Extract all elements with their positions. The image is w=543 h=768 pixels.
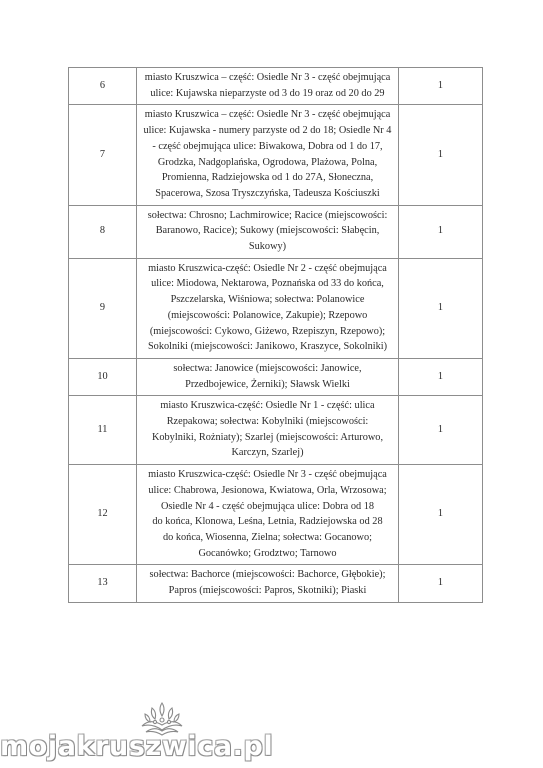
description-line: Kobylniki, Rożniaty); Szarlej (miejscowości: Arturowo, [151,431,384,443]
electoral-districts-table [68,67,483,603]
description-line: miasto Kruszwica – część: Osiedle Nr 3 - część obejmująca [144,72,391,83]
district-number-cell: 10 [69,358,137,395]
description-line: - część obejmująca ulice: Biwakowa, Dobra od 1 do 17, [152,140,383,152]
table-row [69,396,483,465]
description-line: Gocanówko; Grodztwo; Tarnowo [198,547,337,559]
district-number-cell: 13 [69,565,137,602]
description-line: miasto Kruszwica – część: Osiedle Nr 3 - część obejmująca [144,109,391,121]
district-number-cell: 6 [69,68,137,105]
table-row [69,565,483,602]
district-number-cell: 8 [69,205,137,258]
seats-count-cell: 1 [399,565,483,602]
seats-count-cell: 1 [399,465,483,565]
district-number-cell: 7 [69,105,137,205]
description-line: miasto Kruszwica-część: Osiedle Nr 2 - część obejmująca [148,262,387,274]
description-line: Pszczelarska, Wiśniowa; sołectwa: Polanowice [170,294,365,306]
description-line: Sukowy) [248,241,287,253]
description-line: Sokolniki (miejscowości: Janikowo, Kraszyce, Sokolniki) [147,341,388,353]
table-row [69,358,483,395]
district-number-cell: 9 [69,258,137,358]
table-row [69,105,483,205]
description-line: Osiedle Nr 4 - część obejmująca ulice: Dobra od 18 [160,500,374,512]
description-line: ulice: Chabrowa, Jesionowa, Kwiatowa, Orla, Wrzosowa; [148,484,387,496]
district-description-cell [137,396,399,465]
description-line: Spacerowa, Szosa Tryszczyńska, Tadeusza Kościuszki [155,187,380,199]
table-row [69,205,483,258]
description-line: sołectwa: Chrosno; Lachmirowice; Racice (miejscowości: [147,209,388,221]
seats-count-cell: 1 [399,258,483,358]
seats-count-cell: 1 [399,105,483,205]
district-description-cell [137,465,399,565]
seats-count-cell: 1 [399,358,483,395]
description-line: Papros (miejscowości: Papros, Skotniki); Piaski [168,585,367,597]
description-line: Promienna, Radziejowska od 1 do 27A, Słoneczna, [161,172,374,184]
description-line: Grodzka, Nadgoplańska, Ogrodowa, Plażowa, Polna, [157,156,378,168]
seats-count-cell: 1 [399,205,483,258]
description-line: ulice: Kujawska nieparzyste od 3 do 19 oraz od 20 do 29 [150,87,385,99]
table-row [69,68,483,105]
description-line: Baranowo, Racice); Sukowy (miejscowości: Słabęcin, [155,225,380,237]
district-number-cell: 12 [69,465,137,565]
description-line: miasto Kruszwica-część: Osiedle Nr 1 - część: ulica [160,400,375,412]
district-description-cell [137,258,399,358]
district-number-cell: 11 [69,396,137,465]
description-line: do końca, Wiosenna, Zielna; sołectwa: Gocanowo; [163,531,372,543]
description-line: sołectwa: Bachorce (miejscowości: Bachorce, Głębokie); [149,569,386,581]
description-line: Rzepakowa; sołectwa: Kobylniki (miejscowości: [166,416,369,428]
district-description-cell [137,358,399,395]
description-line: Karczyn, Szarlej) [231,447,304,459]
table-row [69,258,483,358]
description-line: do końca, Klonowa, Leśna, Letnia, Radziejowska od 28 [152,516,383,528]
district-description-cell [137,205,399,258]
description-line: (miejscowości: Cykowo, Giżewo, Rzepiszyn, Rzepowo); [149,325,386,337]
site-name-watermark: mojakruszwica.pl [0,731,274,762]
table-body [69,68,483,603]
description-line: (miejscowości: Polanowice, Zakupie); Rzepowo [167,309,368,321]
district-description-cell [137,565,399,602]
seats-count-cell: 1 [399,396,483,465]
description-line: Przedbojewice, Żerniki); Sławsk Wielki [185,378,350,390]
table-row [69,465,483,565]
district-description-cell [137,68,399,105]
description-line: ulice: Kujawska - numery parzyste od 2 do 18; Osiedle Nr 4 [143,125,392,137]
district-description-cell [137,105,399,205]
site-watermark [0,697,543,768]
seats-count-cell: 1 [399,68,483,105]
description-line: ulice: Miodowa, Nektarowa, Poznańska od 33 do końca, [151,278,384,290]
description-line: miasto Kruszwica-część: Osiedle Nr 3 - część obejmująca [148,469,387,481]
description-line: sołectwa: Janowice (miejscowości: Janowice, [173,362,362,374]
